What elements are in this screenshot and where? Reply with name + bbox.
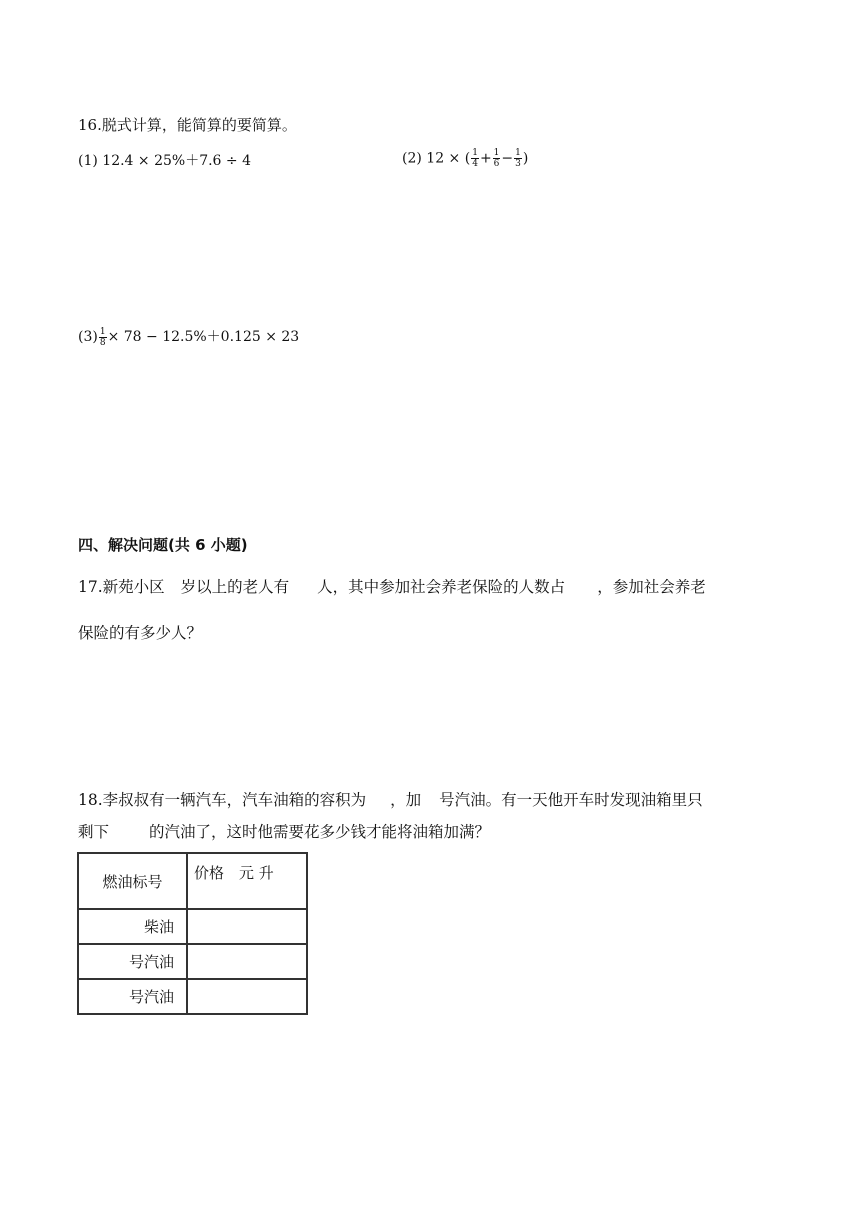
expression-2-prefix: (2) 12 × ( (402, 150, 471, 167)
question-17-line-1: 17.新苑小区 岁以上的老人有 人，其中参加社会养老保险的人数占 ，参加社会养老 (78, 578, 706, 596)
operator-minus: − (501, 150, 514, 167)
fraction-one-sixth: $\frac{1}{6}$ (493, 148, 500, 169)
fraction-one-quarter: $\frac{1}{4}$ (472, 148, 478, 169)
table-row (78, 979, 307, 1014)
price-cell (187, 944, 307, 979)
price-cell (187, 979, 307, 1014)
question-17-line-2: 保险的有多少人？ (78, 624, 203, 642)
expression-3-rest: × 78 − 12.5%＋0.125 × 23 (107, 329, 300, 345)
header-price: 价格 元 升 (187, 853, 307, 909)
question-18-line-1: 18.李叔叔有一辆汽车，汽车油箱的容积为 ，加 号汽油。有一天他开车时发现油箱里只 (78, 791, 703, 809)
operator-plus: + (479, 150, 492, 167)
expression-3-prefix: (3) (78, 329, 98, 345)
header-fuel-grade: 燃油标号 (78, 853, 187, 909)
section-4-heading: 四、解决问题(共 6 小题) (78, 536, 248, 554)
row-label-gasoline: 号汽油 (78, 979, 187, 1014)
table-header-row (78, 853, 307, 909)
fraction-one-eighth: $\frac{1}{8}$ (99, 326, 106, 348)
fraction-one-third: $\frac{1}{3}$ (515, 148, 521, 169)
fuel-price-table (77, 852, 308, 1015)
expression-2-suffix: ) (522, 150, 529, 167)
question-16-title: 16.脱式计算，能简算的要简算。 (78, 116, 297, 134)
table-row (78, 909, 307, 944)
price-cell (187, 909, 307, 944)
row-label-gasoline: 号汽油 (78, 944, 187, 979)
question-18-line-2: 剩下 的汽油了，这时他需要花多少钱才能将油箱加满？ (78, 823, 491, 841)
expression-2 (402, 148, 528, 169)
row-label-diesel: 柴油 (78, 909, 187, 944)
table-row (78, 944, 307, 979)
expression-1: (1) 12.4 × 25%＋7.6 ÷ 4 (78, 153, 252, 169)
expression-3 (78, 326, 299, 348)
